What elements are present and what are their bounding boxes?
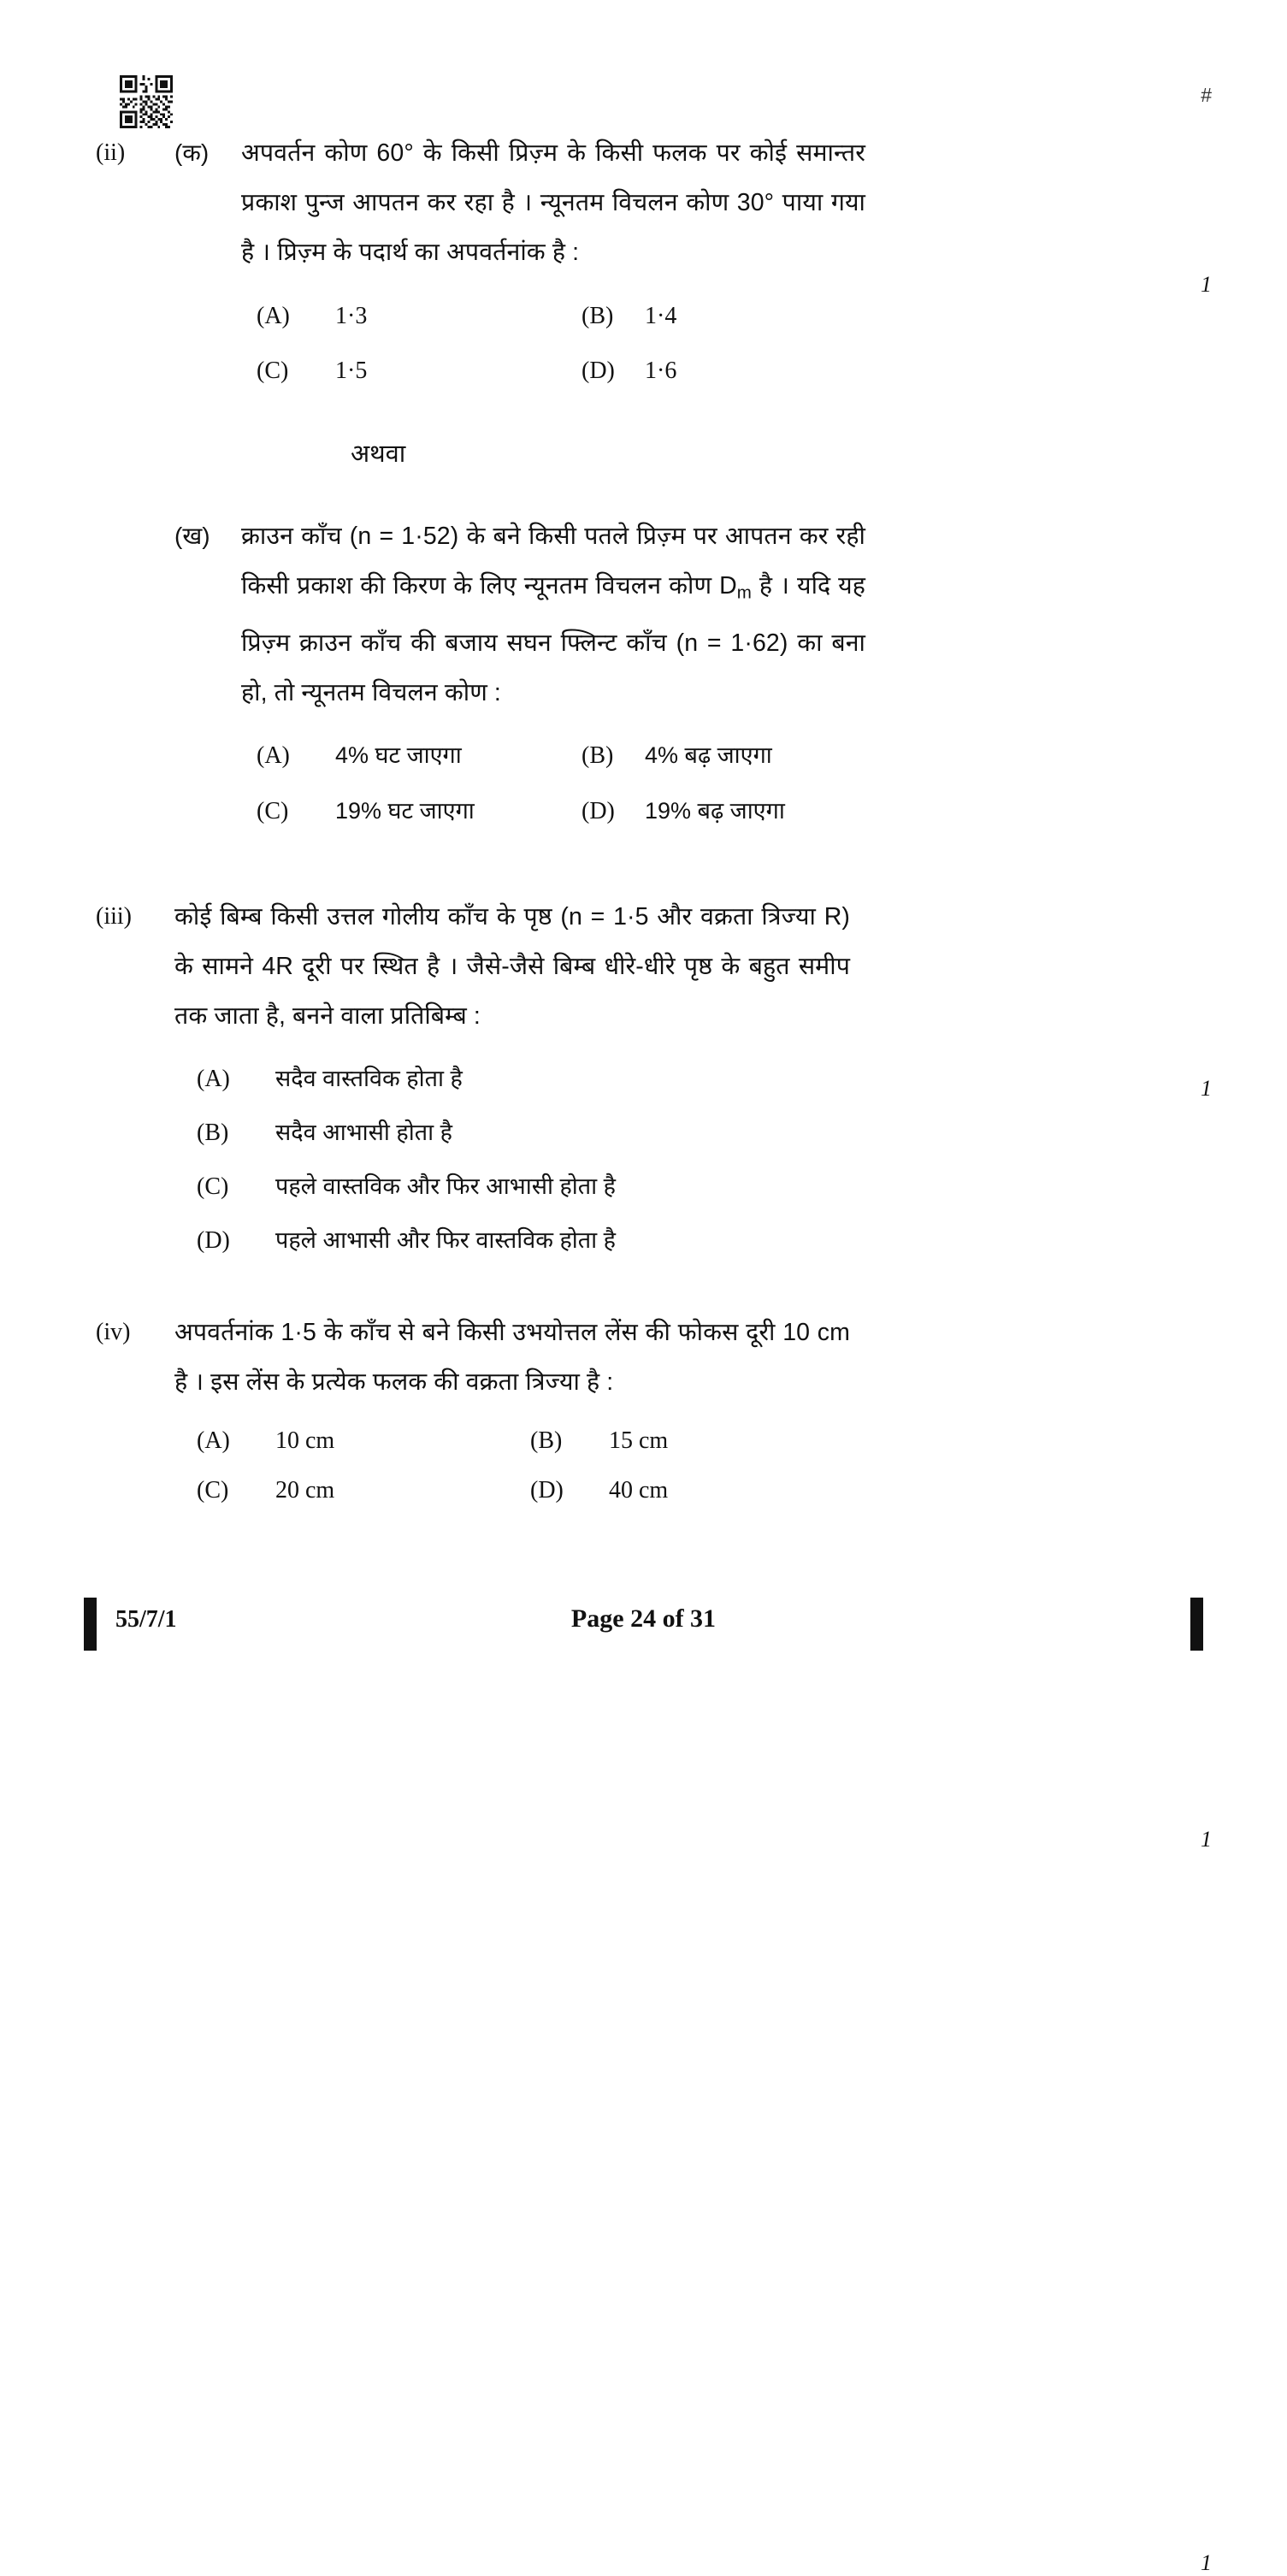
options-ii-a bbox=[0, 292, 1287, 395]
option-text-D: पहले आभासी और फिर वास्तविक होता है bbox=[275, 1226, 617, 1253]
option-A[interactable] bbox=[257, 292, 582, 340]
option-label-C: (C) bbox=[257, 357, 289, 384]
option-label-C: (C) bbox=[257, 797, 289, 824]
option-row bbox=[257, 731, 1287, 780]
option-text-C: पहले वास्तविक और फिर आभासी होता है bbox=[275, 1173, 617, 1199]
option-text-A: 4% घट जाएगा bbox=[335, 741, 462, 768]
question-number-ii: (ii) bbox=[96, 139, 126, 166]
question-number-iii: (iii) bbox=[96, 902, 132, 930]
question-ii-b-text bbox=[241, 511, 865, 718]
option-row bbox=[257, 787, 1287, 836]
option-label-A: (A) bbox=[197, 1065, 230, 1092]
option-text-C: 19% घट जाएगा bbox=[335, 797, 475, 824]
option-label-A: (A) bbox=[257, 303, 290, 329]
option-text-C: 20 cm bbox=[275, 1476, 335, 1504]
question-ii-b-text-part1: क्राउन काँच (n = 1·52) के बने किसी पतले प्रिज़्म पर आपतन कर रही किसी प्रकाश की किरण के लिए न्यूनतम विचलन कोण D bbox=[241, 523, 865, 600]
question-number-iv: (iv) bbox=[96, 1318, 131, 1345]
option-D[interactable] bbox=[582, 787, 785, 836]
option-C[interactable] bbox=[257, 787, 582, 836]
option-B[interactable] bbox=[530, 1417, 668, 1465]
option-label-A: (A) bbox=[197, 1427, 230, 1454]
page-number: Page 24 of 31 bbox=[570, 1604, 717, 1633]
option-row[interactable] bbox=[197, 1108, 1287, 1157]
option-label-D: (D) bbox=[530, 1476, 564, 1504]
option-label-D: (D) bbox=[197, 1226, 230, 1254]
question-iv-text: अपवर्तनांक 1·5 के काँच से बने किसी उभयोत्तल लेंस की फोकस दूरी 10 cm है । इस लेंस के प्रत्येक फलक की वक्रता त्रिज्या है : bbox=[174, 1318, 850, 1396]
option-text-A: 1·3 bbox=[335, 303, 368, 329]
option-label-D: (D) bbox=[582, 357, 615, 384]
option-B[interactable] bbox=[582, 292, 676, 340]
page-hash-mark: # bbox=[1201, 84, 1212, 106]
question-ii-b-text-part2: है । यदि यह प्रिज़्म क्राउन काँच की बजाय सघन फ्लिन्ट काँच (n = 1·62) का बना हो, तो न्यूनतम विचलन कोण : bbox=[241, 572, 865, 706]
option-A[interactable] bbox=[257, 731, 582, 780]
option-D[interactable] bbox=[530, 1467, 668, 1515]
option-label-B: (B) bbox=[582, 741, 614, 769]
alternative-label: अथवा bbox=[351, 440, 406, 468]
option-text-A: सदैव वास्तविक होता है bbox=[275, 1065, 463, 1091]
question-ii-b-subscript: m bbox=[736, 582, 752, 603]
option-row bbox=[257, 292, 1287, 340]
option-label-B: (B) bbox=[530, 1427, 563, 1454]
option-text-C: 1·5 bbox=[335, 357, 368, 384]
option-text-D: 1·6 bbox=[645, 357, 677, 384]
options-iv bbox=[0, 1417, 1287, 1515]
question-ii-a-text: अपवर्तन कोण 60° के किसी प्रिज़्म के किसी फलक पर कोई समान्तर प्रकाश पुन्ज आपतन कर रहा है । न्यूनतम विचलन कोण 30° पाया गया है । प्रिज़्म के पदार्थ का अपवर्तनांक है : bbox=[241, 139, 865, 266]
option-row bbox=[197, 1467, 1287, 1515]
option-text-D: 40 cm bbox=[609, 1476, 669, 1504]
paper-code: 55/7/1 bbox=[115, 1606, 177, 1633]
option-row[interactable] bbox=[197, 1055, 1287, 1103]
options-iii bbox=[0, 1055, 1287, 1265]
option-label-D: (D) bbox=[582, 797, 615, 824]
option-row bbox=[257, 347, 1287, 395]
question-iii-text: कोई बिम्ब किसी उत्तल गोलीय काँच के पृष्ठ (n = 1·5 और वक्रता त्रिज्या R) के सामने 4R दूरी पर स्थित है । जैसे-जैसे बिम्ब धीरे-धीरे पृष्ठ के बहुत समीप तक जाता है, बनने वाला प्रतिबिम्ब : bbox=[174, 902, 850, 1030]
qr-code-icon bbox=[120, 75, 173, 128]
question-ii-a bbox=[0, 128, 1287, 297]
option-C[interactable] bbox=[257, 347, 582, 395]
option-A[interactable] bbox=[197, 1417, 530, 1465]
option-text-B: 4% बढ़ जाएगा bbox=[645, 741, 772, 768]
marks-iv: 1 bbox=[1201, 2549, 1212, 2575]
page-footer bbox=[0, 1603, 1287, 1651]
option-label-B: (B) bbox=[197, 1119, 229, 1146]
option-text-A: 10 cm bbox=[275, 1427, 335, 1454]
option-row[interactable] bbox=[197, 1216, 1287, 1265]
option-label-A: (A) bbox=[257, 741, 290, 769]
option-text-D: 19% बढ़ जाएगा bbox=[645, 797, 785, 824]
option-C[interactable] bbox=[197, 1467, 530, 1515]
question-sublabel-kha: (ख) bbox=[174, 523, 210, 549]
marks-ii-b: 1 bbox=[1201, 1076, 1212, 1101]
option-row bbox=[197, 1417, 1287, 1465]
option-D[interactable] bbox=[582, 347, 676, 395]
option-row[interactable] bbox=[197, 1162, 1287, 1211]
option-text-B: सदैव आभासी होता है bbox=[275, 1119, 452, 1145]
option-B[interactable] bbox=[582, 731, 772, 780]
option-text-B: 1·4 bbox=[645, 303, 677, 329]
option-label-B: (B) bbox=[582, 303, 614, 329]
option-text-B: 15 cm bbox=[609, 1427, 669, 1454]
options-ii-b bbox=[0, 731, 1287, 836]
marks-ii-a: 1 bbox=[1201, 272, 1212, 297]
question-sublabel-ka: (क) bbox=[174, 139, 210, 166]
option-label-C: (C) bbox=[197, 1476, 229, 1504]
option-label-C: (C) bbox=[197, 1173, 229, 1200]
marks-iii: 1 bbox=[1201, 1826, 1212, 1852]
